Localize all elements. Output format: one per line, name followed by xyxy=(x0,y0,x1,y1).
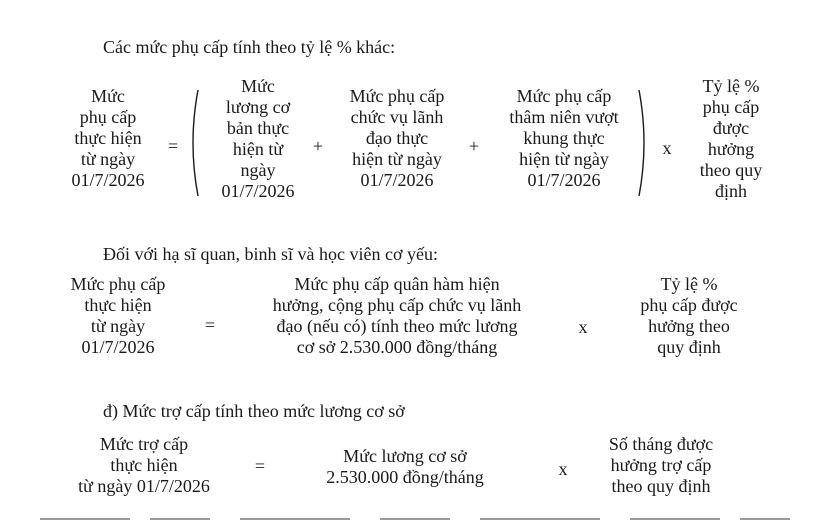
s1-term2-cell xyxy=(326,86,468,191)
formula-line: Mức xyxy=(91,86,125,106)
formula-line: hưởng, cộng phụ cấp chức vụ lãnh xyxy=(272,295,522,315)
s2-times-sign: x xyxy=(578,317,588,337)
formula-line: phụ cấp được xyxy=(640,295,738,315)
s1-plus-sign-2: + xyxy=(468,136,480,156)
s3-middle-cell xyxy=(290,446,520,488)
s2-lhs-cell xyxy=(38,274,198,358)
formula-line: hưởng theo xyxy=(648,316,730,336)
s2-middle-cell xyxy=(222,274,572,358)
formula-line: cơ sở 2.530.000 đồng/tháng xyxy=(296,337,498,357)
formula-line: thực hiện xyxy=(84,295,152,315)
formula-line: Mức lương cơ sở xyxy=(343,446,467,466)
s1-equals-sign: = xyxy=(167,136,179,156)
formula-line: hiện từ ngày xyxy=(519,149,609,169)
s1-lhs-cell xyxy=(48,86,168,191)
formula-line: lương cơ xyxy=(225,97,291,117)
formula-line: Tỷ lệ % xyxy=(660,274,718,294)
formula-line: Mức xyxy=(241,76,275,96)
formula-line: quy định xyxy=(657,337,721,357)
formula-line: thâm niên vượt xyxy=(509,107,619,127)
cut-off-text-line xyxy=(0,518,820,524)
s3-rhs-cell xyxy=(576,434,746,497)
formula-line: phụ cấp xyxy=(702,97,760,117)
formula-line: Mức trợ cấp xyxy=(99,434,189,454)
s1-term3-cell xyxy=(484,86,644,191)
formula-line: định xyxy=(714,181,747,201)
s3-times-sign: x xyxy=(558,459,568,479)
formula-line: theo quy xyxy=(699,160,763,180)
formula-line: phụ cấp xyxy=(79,107,137,127)
formula-line: được xyxy=(712,118,750,138)
formula-line: chức vụ lãnh xyxy=(350,107,444,127)
formula-line: đạo thực xyxy=(365,128,429,148)
formula-line: 01/7/2026 xyxy=(71,170,145,190)
formula-line: Tỷ lệ % xyxy=(702,76,760,96)
s1-plus-sign-1: + xyxy=(312,136,324,156)
formula-line: Mức phụ cấp quân hàm hiện xyxy=(294,274,500,294)
section2-heading: Đối với hạ sĩ quan, binh sĩ và học viên cơ yếu: xyxy=(103,244,438,264)
s1-term1-cell xyxy=(196,76,320,202)
formula-line: Mức phụ cấp xyxy=(516,86,612,106)
s1-right-paren xyxy=(637,88,651,198)
section3-heading: đ) Mức trợ cấp tính theo mức lương cơ sở xyxy=(103,401,405,421)
formula-line: bản thực xyxy=(226,118,290,138)
formula-line: Mức phụ cấp xyxy=(349,86,445,106)
formula-line: từ ngày xyxy=(90,316,146,336)
formula-line: thực hiện xyxy=(110,455,178,475)
formula-line: đạo (nếu có) tính theo mức lương xyxy=(276,316,518,336)
formula-line: 01/7/2026 xyxy=(221,181,295,201)
formula-line: 01/7/2026 xyxy=(81,337,155,357)
s2-equals-sign: = xyxy=(204,315,216,335)
formula-line: theo quy định xyxy=(611,476,711,496)
s1-rhs-cell xyxy=(676,76,786,202)
formula-line: 01/7/2026 xyxy=(360,170,434,190)
formula-line: thực hiện xyxy=(74,128,142,148)
formula-line: hiện từ xyxy=(232,139,284,159)
formula-line: hưởng trợ cấp xyxy=(610,455,712,475)
formula-line: 01/7/2026 xyxy=(527,170,601,190)
formula-line: khung thực xyxy=(523,128,605,148)
formula-line: từ ngày 01/7/2026 xyxy=(78,476,210,496)
formula-line: Mức phụ cấp xyxy=(70,274,166,294)
formula-line: từ ngày xyxy=(80,149,136,169)
s3-equals-sign: = xyxy=(254,456,266,476)
section1-heading: Các mức phụ cấp tính theo tỷ lệ % khác: xyxy=(103,37,396,57)
formula-line: hưởng xyxy=(707,139,755,159)
formula-line: hiện từ ngày xyxy=(352,149,442,169)
s2-rhs-cell xyxy=(604,274,774,358)
s1-times-sign: x xyxy=(662,138,672,158)
formula-line: Số tháng được xyxy=(608,434,714,454)
formula-line: ngày xyxy=(240,160,276,180)
formula-line: 2.530.000 đồng/tháng xyxy=(326,467,484,487)
s3-lhs-cell xyxy=(44,434,244,497)
